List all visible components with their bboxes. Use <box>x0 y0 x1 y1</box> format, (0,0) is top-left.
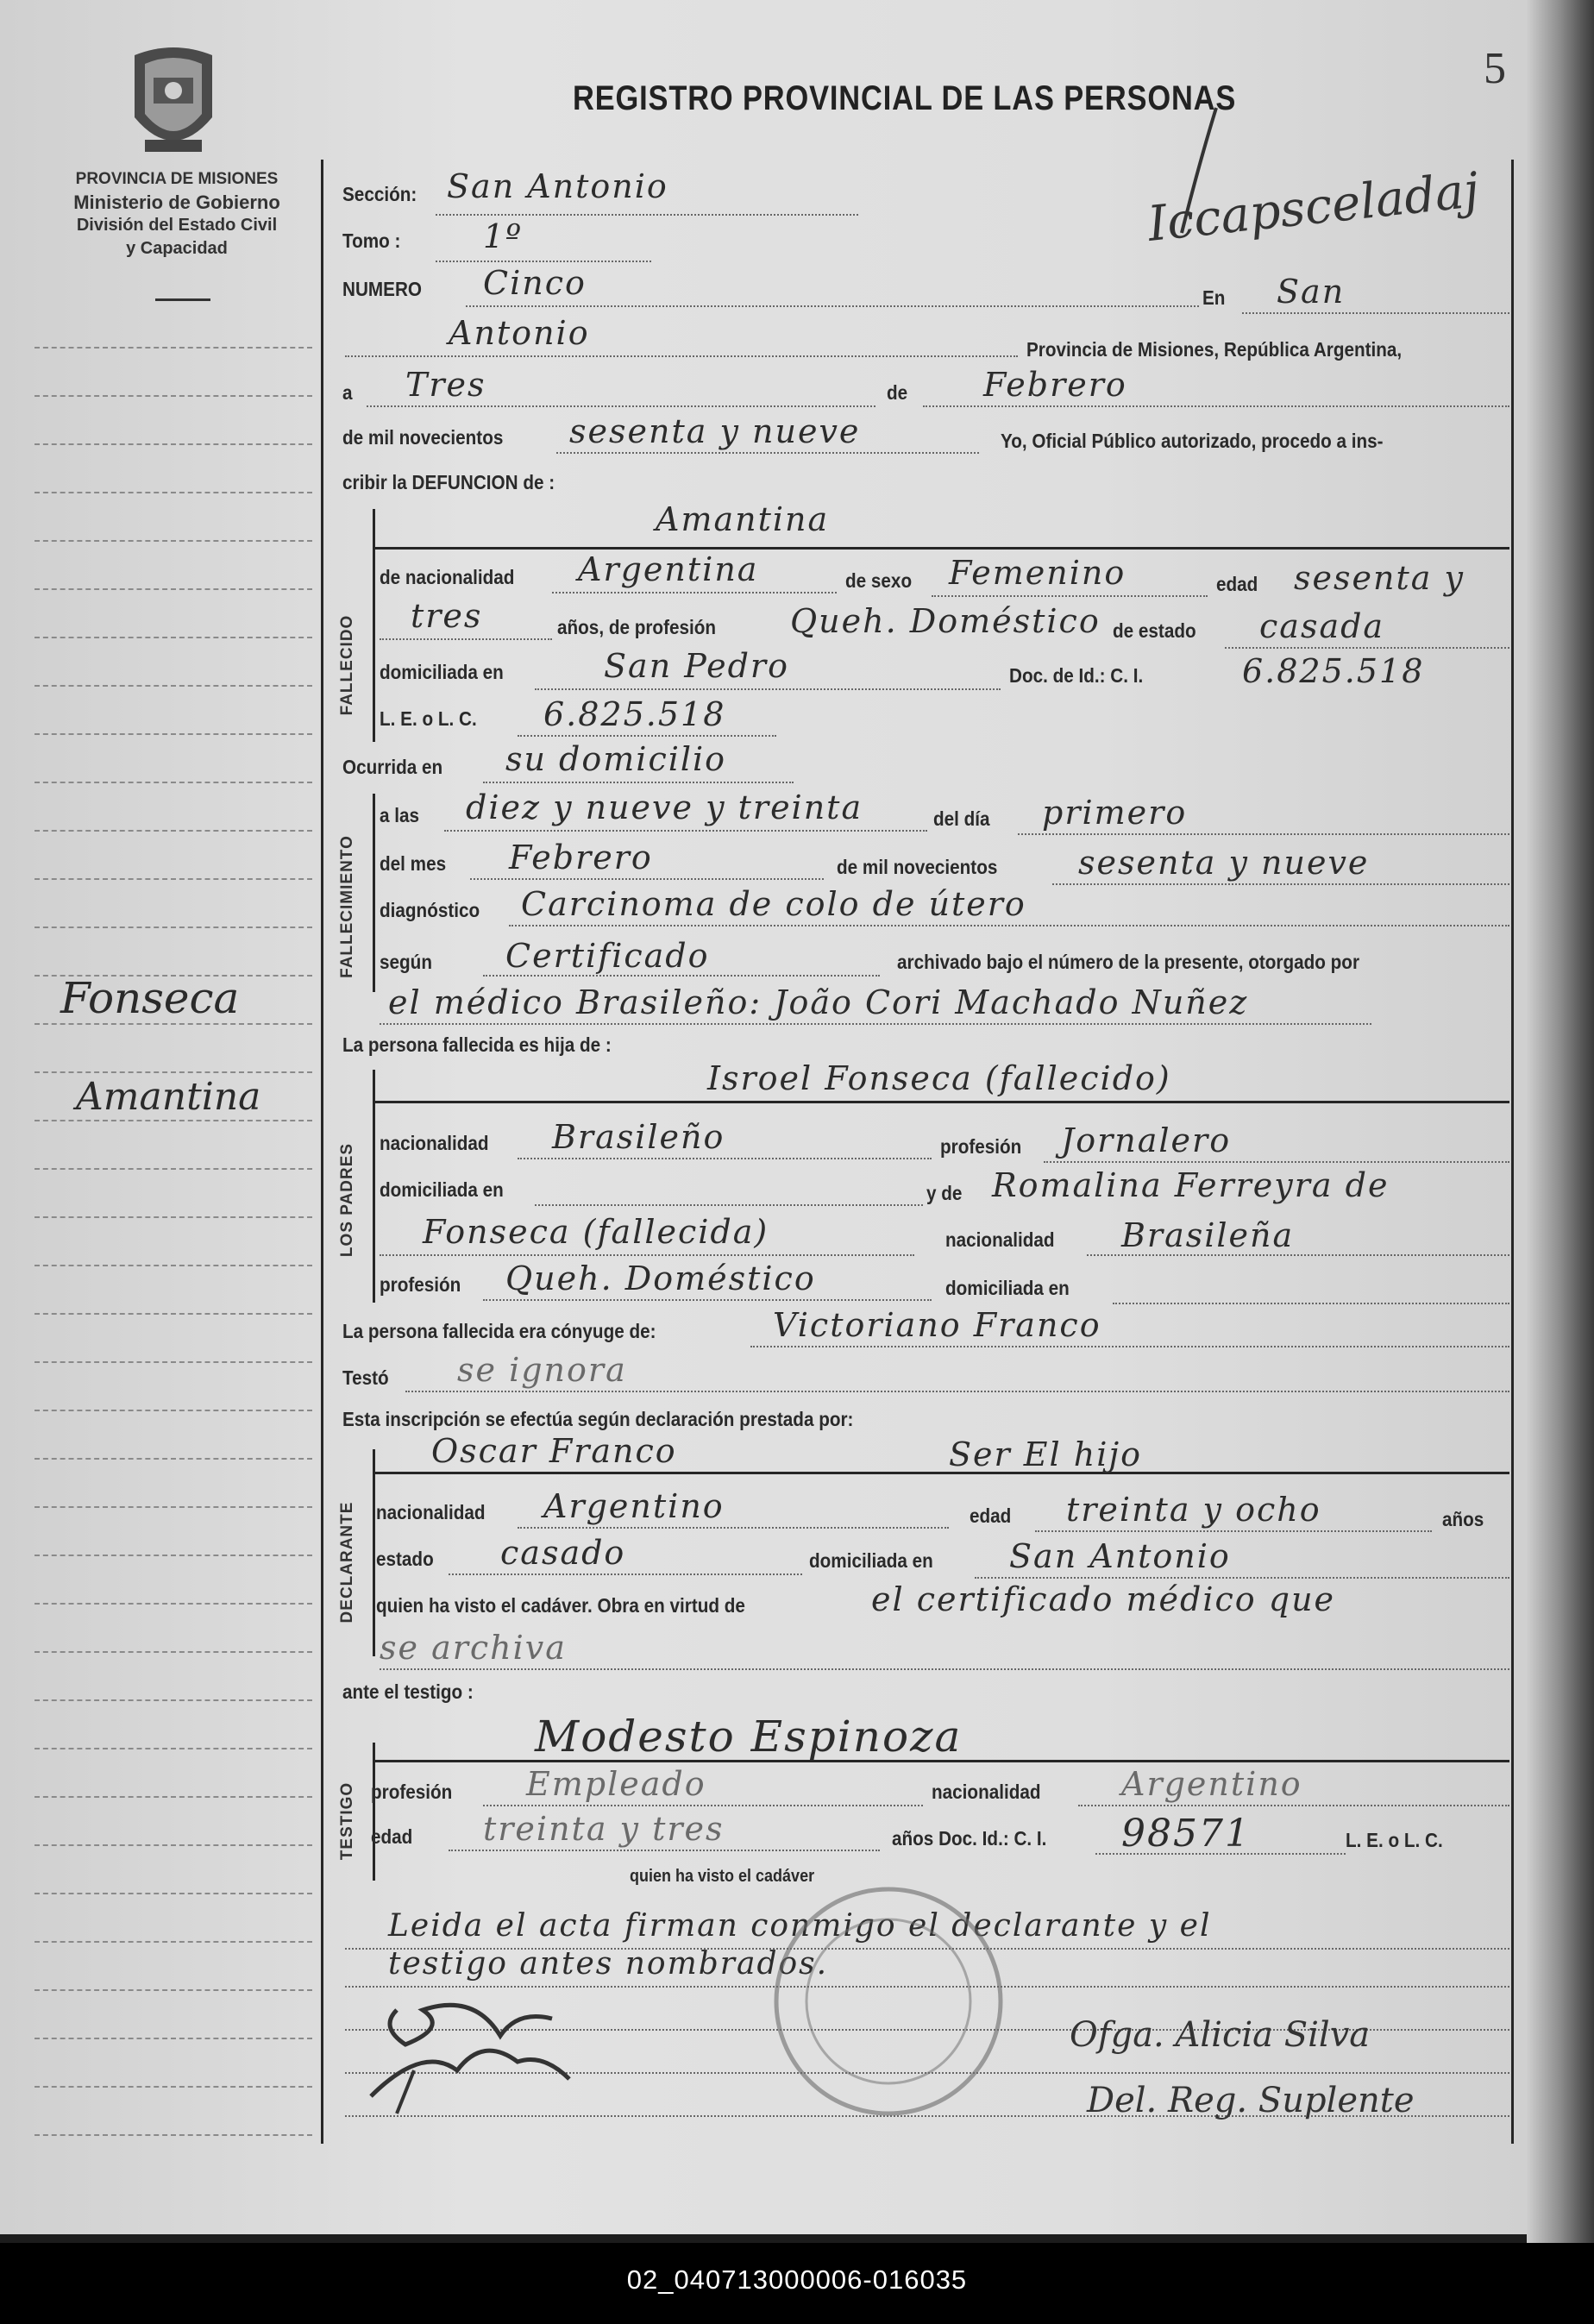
padres-side-label: LOS PADRES <box>338 1142 356 1258</box>
fallecimiento-mes: Febrero <box>509 839 653 876</box>
tomo-value: 1º <box>483 217 524 255</box>
margin-surname: Fonseca <box>60 973 240 1023</box>
fallecimiento-hora: diez y nueve y treinta <box>466 788 863 826</box>
fallecimiento-anio: sesenta y nueve <box>1078 844 1370 882</box>
fallecido-doc-label: Doc. de Id.: C. I. <box>1009 664 1144 687</box>
declarante-domicilio: San Antonio <box>1009 1537 1231 1575</box>
department-rule <box>155 298 210 301</box>
numero-value: Cinco <box>483 264 587 302</box>
division-name: División del Estado Civil <box>76 216 278 235</box>
testigo-profesion: Empleado <box>526 1765 706 1803</box>
fallecido-le: 6.825.518 <box>543 695 726 733</box>
en-label: En <box>1202 286 1226 309</box>
testigo-doc-label: años Doc. Id.: C. I. <box>892 1827 1047 1850</box>
madre-nacionalidad: Brasileña <box>1121 1216 1295 1254</box>
fallecimiento-bracket <box>373 794 375 992</box>
cierre-line-b: testigo antes nombrados. <box>388 1946 829 1982</box>
fallecido-anios-profesion-label: años, de profesión <box>557 616 717 638</box>
testo-value: se ignora <box>457 1351 627 1389</box>
declarante-nacionalidad-label: nacionalidad <box>376 1501 486 1523</box>
right-frame-line <box>1511 160 1514 2144</box>
fallecido-side-label: FALLECIDO <box>338 614 356 716</box>
testigo-nacionalidad: Argentino <box>1121 1765 1302 1803</box>
fallecido-estado-label: de estado <box>1113 619 1196 642</box>
margin-given-name: Amantina <box>76 1075 261 1119</box>
fallecimiento-side-label: FALLECIMIENTO <box>338 835 356 978</box>
fallecimiento-diagnostico-label: diagnóstico <box>380 899 480 921</box>
seccion-label: Sección: <box>342 183 417 205</box>
madre-nombre-a: Romalina Ferreyra de <box>992 1166 1390 1204</box>
mil-label: de mil novecientos <box>342 426 504 449</box>
ministry-name: Ministerio de Gobierno <box>73 192 280 213</box>
madre-profesion-label: profesión <box>380 1273 461 1296</box>
en-value: San <box>1277 273 1346 311</box>
fallecimiento-anio-label: de mil novecientos <box>837 856 998 878</box>
fallecimiento-mes-label: del mes <box>380 852 447 875</box>
fallecimiento-diagnostico: Carcinoma de colo de útero <box>521 885 1026 923</box>
padre-profesion: Jornalero <box>1061 1121 1232 1159</box>
fallecido-sexo: Femenino <box>949 554 1126 592</box>
padre-nombre: Isroel Fonseca (fallecido) <box>707 1059 1171 1097</box>
madre-nacionalidad-label: nacionalidad <box>945 1228 1055 1251</box>
testigo-bracket <box>373 1743 375 1881</box>
fallecido-edad-label: edad <box>1216 573 1258 595</box>
declarante-estado-label: estado <box>376 1548 434 1570</box>
testigo-doc: 98571 <box>1121 1812 1251 1856</box>
padre-profesion-label: profesión <box>940 1135 1022 1158</box>
testigo-edad-label: edad <box>371 1825 413 1848</box>
testigo-side-label: TESTIGO <box>338 1781 356 1861</box>
fallecido-doc: 6.825.518 <box>1242 652 1425 690</box>
a-label: a <box>342 381 353 404</box>
declarante-nacionalidad: Argentino <box>543 1487 725 1525</box>
top-signature: Iccapsceladaj <box>1145 162 1482 253</box>
de-label: de <box>887 381 908 404</box>
padres-top-rule <box>375 1101 1509 1103</box>
register-title: REGISTRO PROVINCIAL DE LAS PERSONAS <box>573 79 1237 117</box>
declarante-edad: treinta y ocho <box>1066 1491 1321 1529</box>
mes-value: Febrero <box>983 366 1127 404</box>
hija-de-label: La persona fallecida es hija de : <box>342 1033 612 1056</box>
declarante-relacion: Ser El hijo <box>949 1435 1143 1473</box>
madre-nombre-b: Fonseca (fallecida) <box>423 1213 769 1251</box>
inscribir-text: cribir la DEFUNCION de : <box>342 471 555 493</box>
fallecimiento-segun: Certificado <box>505 937 710 975</box>
declarante-top-rule <box>375 1472 1509 1474</box>
testigo-cadaver-label: quien ha visto el cadáver <box>630 1867 815 1886</box>
testigo-profesion-label: profesión <box>371 1781 453 1803</box>
page-number: 5 <box>1484 44 1506 93</box>
testigo-intro-label: ante el testigo : <box>342 1680 474 1703</box>
declarante-signature <box>345 1975 587 2131</box>
fallecido-top-rule <box>375 547 1509 550</box>
testigo-nombre: Modesto Espinoza <box>535 1712 963 1762</box>
official-signature-name: Ofga. Alicia Silva <box>1070 2015 1371 2055</box>
footer-image-id: 02_040713000006-016035 <box>626 2264 968 2295</box>
cierre-line-a: Leida el acta firman conmigo el declarante y el <box>388 1908 1212 1944</box>
provincia-text: Provincia de Misiones, República Argentina, <box>1026 338 1403 361</box>
padre-domicilio-label: domiciliada en <box>380 1178 504 1201</box>
padre-nacionalidad: Brasileño <box>552 1118 725 1156</box>
numero-label: NUMERO <box>342 278 423 300</box>
fallecido-profesion: Queh. Doméstico <box>790 602 1101 640</box>
ocurrida-label: Ocurrida en <box>342 756 443 778</box>
declarante-anios-label: años <box>1442 1508 1484 1530</box>
fallecimiento-segun-label: según <box>380 951 432 973</box>
declarante-virtud: el certificado médico que <box>871 1580 1336 1618</box>
declarante-cadaver-label: quien ha visto el cadáver. Obra en virtud de <box>376 1594 745 1617</box>
fallecimiento-medico: el médico Brasileño: João Cori Machado Nuñez <box>388 983 1249 1021</box>
seccion-value: San Antonio <box>447 167 668 205</box>
testigo-nacionalidad-label: nacionalidad <box>932 1781 1041 1803</box>
official-signature-title: Del. Reg. Suplente <box>1087 2081 1415 2120</box>
declarante-side-label: DECLARANTE <box>338 1501 356 1624</box>
fallecido-domicilio-label: domiciliada en <box>380 661 504 683</box>
conyuge-label: La persona fallecida era cónyuge de: <box>342 1320 656 1342</box>
anio-value: sesenta y nueve <box>569 412 861 450</box>
declarante-edad-label: edad <box>970 1504 1012 1527</box>
lugar-value: Antonio <box>449 314 590 352</box>
left-frame-line <box>321 160 323 2144</box>
fallecido-domicilio: San Pedro <box>604 647 789 685</box>
fallecido-bracket <box>373 509 375 742</box>
testigo-edad: treinta y tres <box>483 1810 725 1848</box>
department-heading <box>26 167 328 261</box>
padres-bracket <box>373 1070 375 1303</box>
declarante-nombre: Oscar Franco <box>431 1432 677 1470</box>
official-stamp <box>759 1872 1018 2131</box>
declaracion-label: Esta inscripción se efectúa según declaración prestada por: <box>342 1408 854 1430</box>
book-edge <box>1527 0 1594 2243</box>
oficial-text: Yo, Oficial Público autorizado, procedo a ins- <box>1001 430 1384 452</box>
fallecido-nacionalidad: Argentina <box>578 550 759 588</box>
fallecido-edad-b: tres <box>411 597 483 635</box>
padre-nacionalidad-label: nacionalidad <box>380 1132 489 1154</box>
declarante-estado: casado <box>500 1534 626 1572</box>
fallecido-nombre: Amantina <box>656 500 830 538</box>
division-name-cont: y Capacidad <box>126 239 228 258</box>
fallecimiento-archivado-text: archivado bajo el número de la presente, otorgado por <box>897 951 1360 973</box>
province-name: PROVINCIA DE MISIONES <box>75 170 279 188</box>
fallecido-sexo-label: de sexo <box>845 569 913 592</box>
madre-profesion: Queh. Doméstico <box>505 1259 816 1297</box>
testigo-le-label: L. E. o L. C. <box>1346 1829 1443 1851</box>
ocurrida-value: su domicilio <box>505 740 727 778</box>
madre-domicilio-label: domiciliada en <box>945 1277 1070 1299</box>
top-signature-stroke <box>1147 104 1251 242</box>
fallecido-nacionalidad-label: de nacionalidad <box>380 566 515 588</box>
declarante-domicilio-label: domiciliada en <box>809 1549 933 1572</box>
madre-y-de-label: y de <box>926 1182 963 1204</box>
fallecido-le-label: L. E. o L. C. <box>380 707 477 730</box>
testo-label: Testó <box>342 1366 389 1389</box>
declarante-bracket <box>373 1449 375 1656</box>
conyuge-value: Victoriano Franco <box>773 1306 1101 1344</box>
provincial-seal <box>119 43 228 164</box>
dia-value: Tres <box>405 366 486 404</box>
fallecido-edad-a: sesenta y <box>1294 559 1465 597</box>
fallecimiento-dia: primero <box>1042 794 1188 832</box>
tomo-label: Tomo : <box>342 229 401 252</box>
fallecido-estado: casada <box>1259 607 1385 645</box>
fallecimiento-dia-label: del día <box>933 807 990 830</box>
declarante-virtud-b: se archiva <box>380 1629 567 1667</box>
fallecimiento-hora-label: a las <box>380 804 420 826</box>
